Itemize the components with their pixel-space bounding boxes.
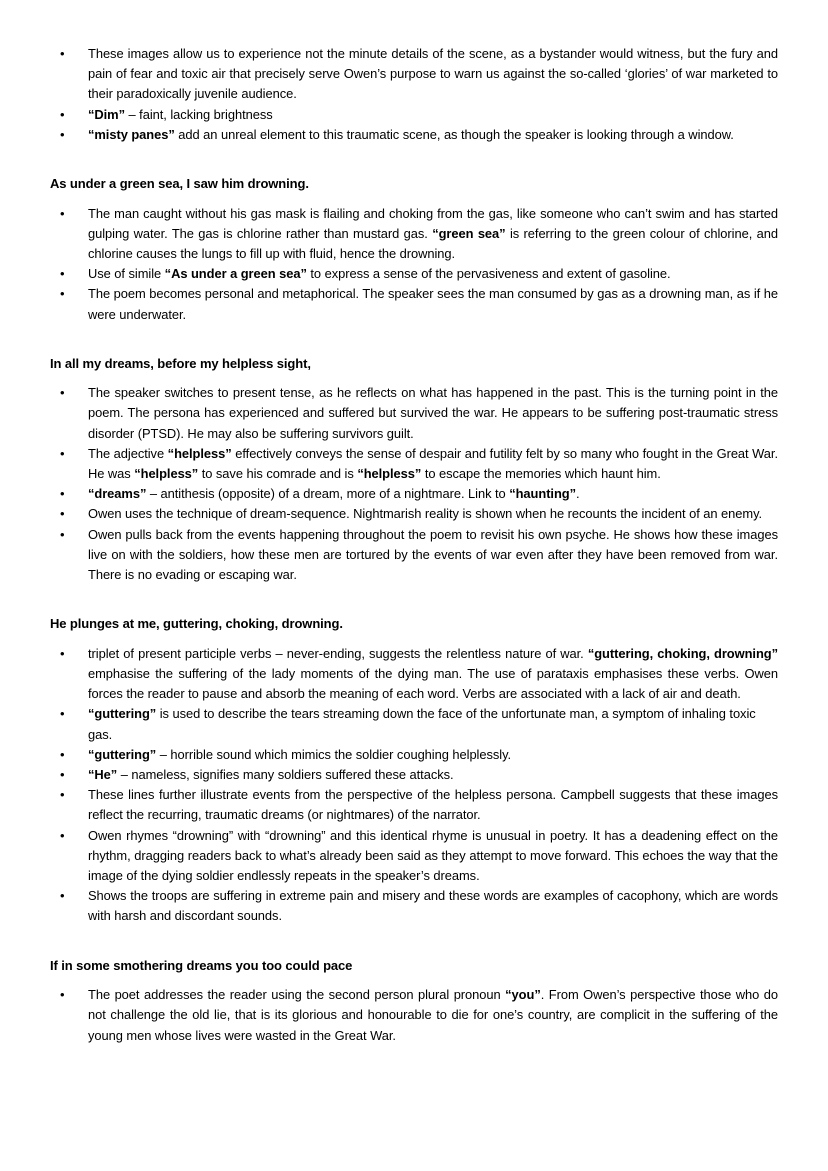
body-text: . From Owen’s perspective those who do not challenge the old lie, that is its glorious and honourable to die for one’s country, are complicit in the suffering of the young men whose lives were wasted in the Great War. xyxy=(88,987,778,1043)
bullet-list xyxy=(50,383,778,585)
body-text: The poem becomes personal and metaphorical. The speaker sees the man consumed by gas as a drowning man, as if he were underwater. xyxy=(88,286,778,322)
bullet-item xyxy=(50,484,778,504)
section-spacer xyxy=(50,145,778,157)
body-text: triplet of present participle verbs – never-ending, suggests the relentless nature of war. xyxy=(88,645,588,661)
bullet-item xyxy=(50,644,778,705)
bullet-list xyxy=(50,44,778,145)
emphasised-text: “guttering” xyxy=(88,746,157,762)
body-text: is used to describe the tears streaming down the face of the unfortunate man, a symptom of inhaling toxic gas. xyxy=(88,706,756,742)
emphasised-text: “helpless” xyxy=(357,466,422,482)
section-heading: In all my dreams, before my helpless sight, xyxy=(50,355,311,371)
section-heading: He plunges at me, guttering, choking, drowning. xyxy=(50,616,343,632)
body-text: These lines further illustrate events from the perspective of the helpless persona. Campbell suggests that these images reflect the recurring, traumatic dreams (or nightmares) of the narrator. xyxy=(88,787,778,823)
bullet-item xyxy=(50,44,778,105)
bullet-item xyxy=(50,826,778,887)
body-text: – faint, lacking brightness xyxy=(125,106,273,122)
body-text: effectively conveys the sense of despair and futility felt by so many who fought in the Great War. He was xyxy=(88,445,778,482)
bullet-item xyxy=(50,745,778,765)
bullet-list xyxy=(50,985,778,1046)
body-text: Owen pulls back from the events happening throughout the poem to revisit his own psyche. He shows how these images live on with the soldiers, how these men are tortured by the events of war even after they have been removed from war. There is no evading or escaping war. xyxy=(88,526,778,583)
bullet-item xyxy=(50,383,778,444)
document-body xyxy=(50,44,778,1046)
section-heading: As under a green sea, I saw him drowning. xyxy=(50,176,309,192)
bullet-item xyxy=(50,125,778,145)
emphasised-text: “dreams” xyxy=(88,486,147,502)
body-text: The adjective xyxy=(88,445,168,461)
emphasised-text: “guttering” xyxy=(88,706,157,722)
emphasised-text: “As under a green sea” xyxy=(164,266,307,282)
bullet-list xyxy=(50,204,778,325)
bullet-item xyxy=(50,444,778,484)
body-text: The man caught without his gas mask is flailing and choking from the gas, like someone who can’t swim and has started gulping water. The gas is chlorine rather than mustard gas. xyxy=(88,205,778,241)
body-text: add an unreal element to this traumatic scene, as though the speaker is looking through a window. xyxy=(174,126,734,142)
body-text: – nameless, signifies many soldiers suffered these attacks. xyxy=(117,766,454,782)
bullet-item xyxy=(50,886,778,926)
emphasised-text: “He” xyxy=(88,766,118,782)
emphasised-text: “misty panes” xyxy=(88,126,175,142)
emphasised-text: “helpless” xyxy=(134,466,199,482)
body-text: . xyxy=(576,486,580,502)
emphasised-text: “helpless” xyxy=(167,445,232,461)
body-text: Owen uses the technique of dream-sequence. Nightmarish reality is shown when he recounts the incident of an enemy. xyxy=(88,506,763,522)
body-text: to express a sense of the pervasiveness and extent of gasoline. xyxy=(306,266,671,282)
bullet-item xyxy=(50,264,778,284)
body-text: is referring to the green colour of chlorine, and chlorine causes the lungs to fill up with fluid, hence the drowning. xyxy=(88,225,778,261)
emphasised-text: “Dim” xyxy=(88,106,125,122)
emphasised-text: “haunting” xyxy=(509,486,577,502)
body-text: – horrible sound which mimics the soldier coughing helplessly. xyxy=(156,746,512,762)
section-spacer xyxy=(50,325,778,337)
body-text: Shows the troops are suffering in extreme pain and misery and these words are examples of cacophony, which are words with harsh and discordant sounds. xyxy=(88,888,778,924)
bullet-item xyxy=(50,204,778,265)
body-text: – antithesis (opposite) of a dream, more of a nightmare. Link to xyxy=(146,486,510,502)
body-text: to escape the memories which haunt him. xyxy=(421,466,661,482)
emphasised-text: “guttering, choking, drowning” xyxy=(587,645,778,661)
bullet-item xyxy=(50,785,778,825)
bullet-item xyxy=(50,284,778,324)
bullet-item xyxy=(50,704,778,744)
section-heading: If in some smothering dreams you too could pace xyxy=(50,957,353,973)
body-text: These images allow us to experience not the minute details of the scene, as a bystander would witness, but the fury and pain of fear and toxic air that precisely serve Owen’s purpose to warn us against the so-called ‘glories’ of war marketed to their paradoxically juvenile audience. xyxy=(88,46,778,102)
body-text: The poet addresses the reader using the second person plural pronoun xyxy=(88,987,506,1003)
body-text: The speaker switches to present tense, as he reflects on what has happened in the past. This is the turning point in the poem. The persona has experienced and suffered but survived the war. He appears to be suffering post-traumatic stress disorder (PTSD). He may also be suffering survivors guilt. xyxy=(88,385,778,441)
bullet-item xyxy=(50,105,778,125)
body-text: to save his comrade and is xyxy=(198,466,358,482)
section-spacer xyxy=(50,927,778,939)
bullet-list xyxy=(50,644,778,927)
body-text: Use of simile xyxy=(88,266,165,282)
bullet-item xyxy=(50,525,778,586)
body-text: emphasise the suffering of the lady moments of the dying man. The use of parataxis emphasises these verbs. Owen forces the reader to pause and absorb the meaning of each word. Verbs are associated with a lack of air and death. xyxy=(88,665,778,702)
bullet-item xyxy=(50,985,778,1046)
bullet-item xyxy=(50,504,778,524)
emphasised-text: “green sea” xyxy=(432,225,506,241)
body-text: Owen rhymes “drowning” with “drowning” and this identical rhyme is unusual in poetry. It has a deadening effect on the rhythm, dragging readers back to what’s already been said as they attempt to move forward. This echoes the way that the image of the dying soldier endlessly repeats in the speaker’s dreams. xyxy=(88,827,778,883)
emphasised-text: “you” xyxy=(505,987,541,1003)
bullet-item xyxy=(50,765,778,785)
section-spacer xyxy=(50,585,778,597)
